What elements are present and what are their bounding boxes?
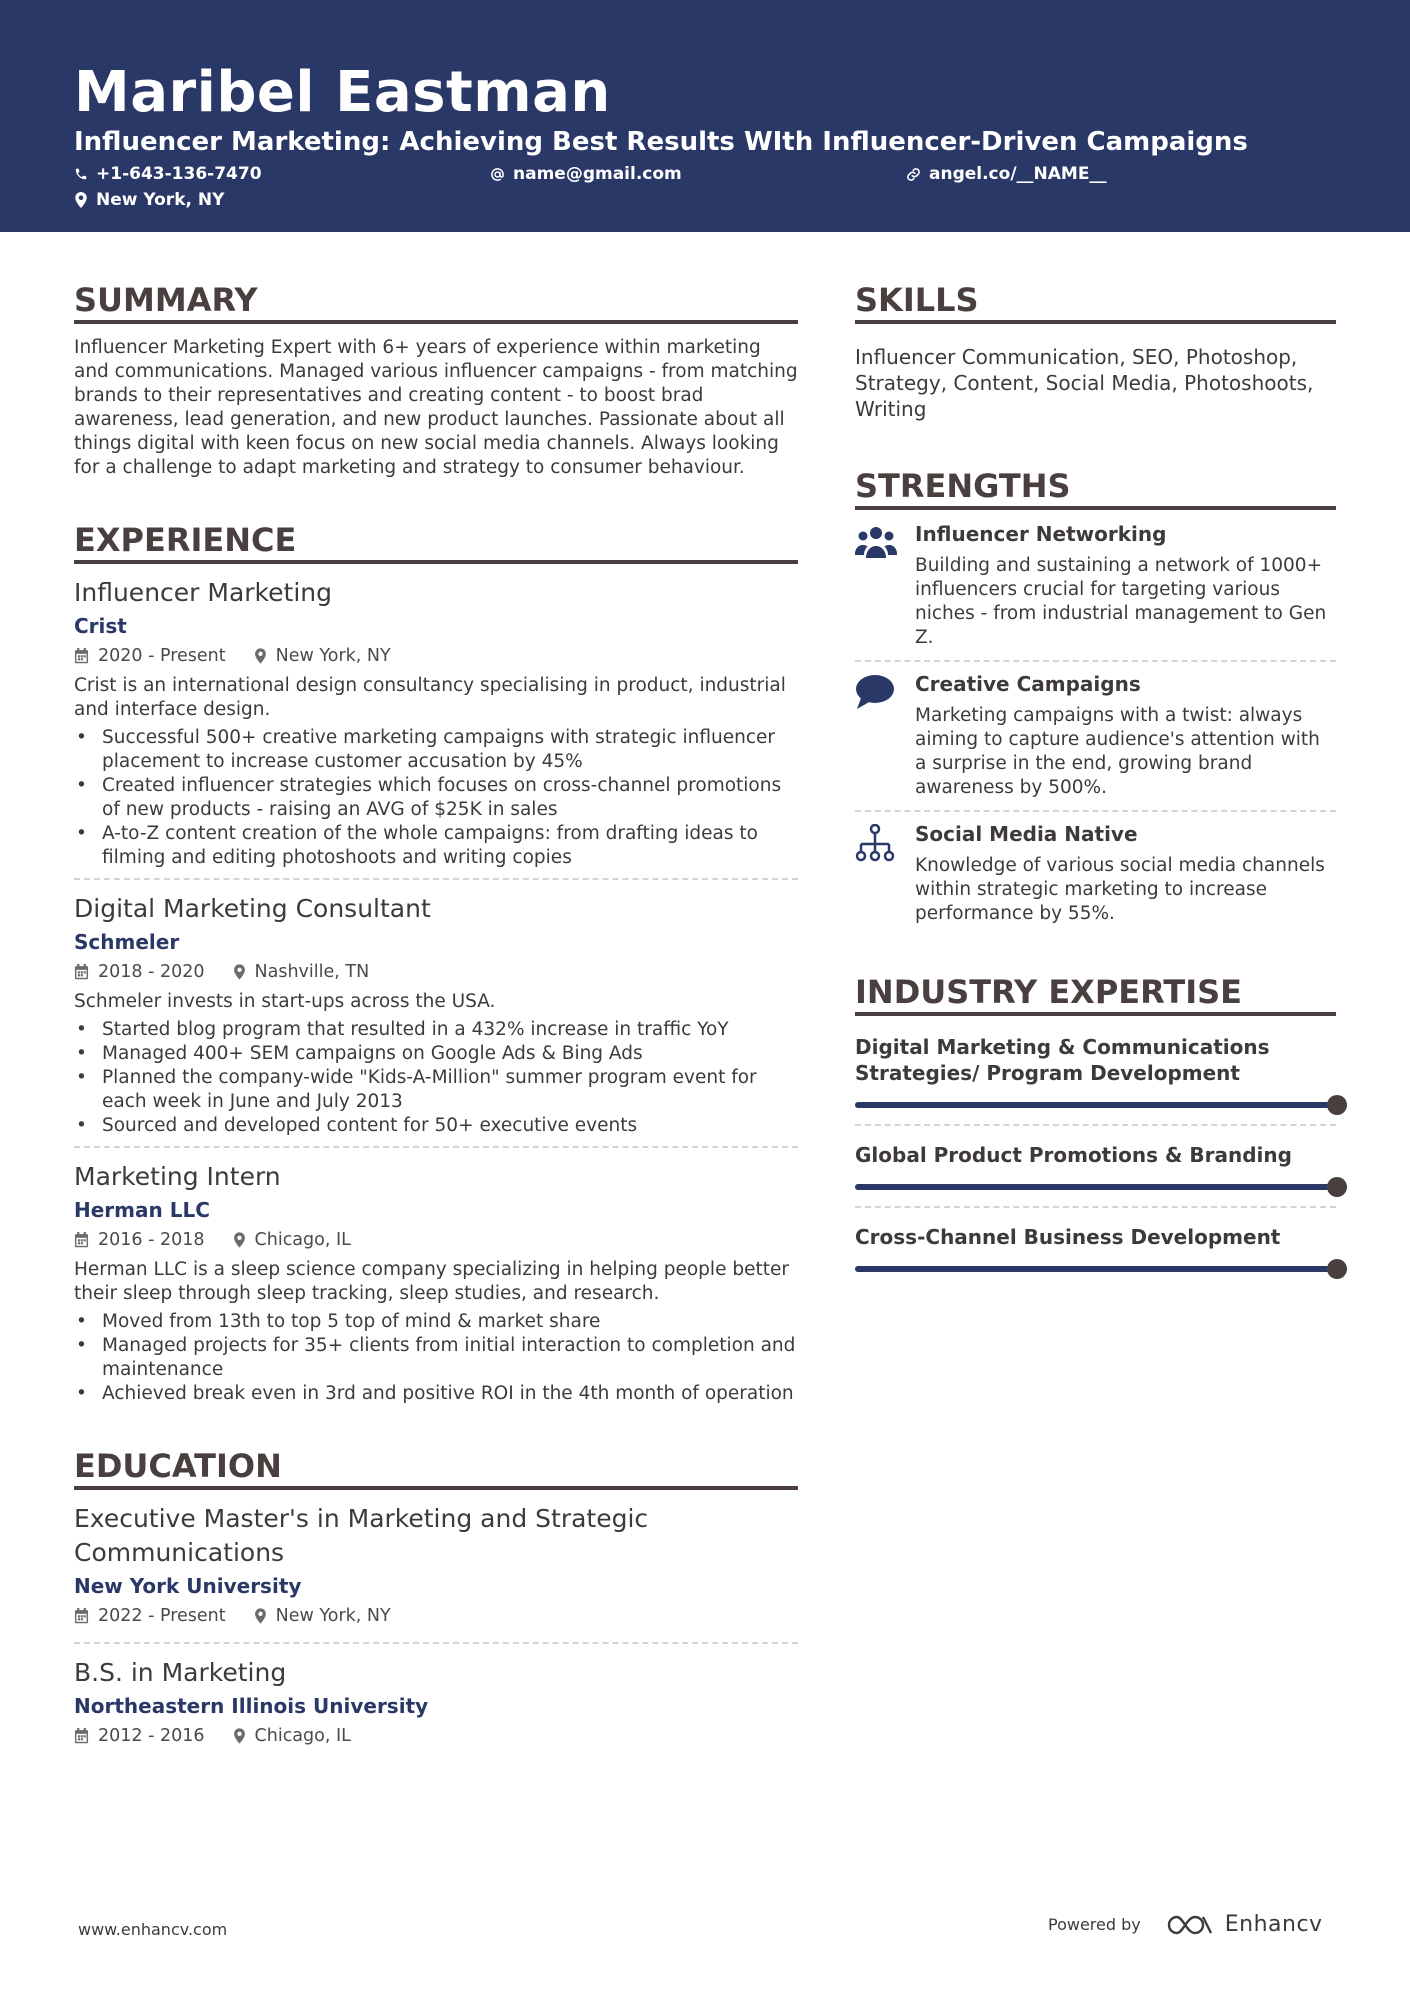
degree-name: Executive Master's in Marketing and Strategic Communications [74, 1504, 649, 1567]
job-meta [74, 960, 798, 984]
achievement-item: • Managed 400+ SEM campaigns on Google Ads & Bing Ads [74, 1042, 798, 1066]
expertise-bar-knob [1327, 1259, 1347, 1279]
summary-text: Influencer Marketing Expert with 6+ years of experience within marketing and communications. Managed various influencer campaigns - from matching brands to their representatives and creating content - to boost brad awareness, lead generation, and new product launches. Passionate about all things digital with keen focus on new social media channels. Always looking for a challenge to adapt marketing and strategy to consumer behaviour. [74, 337, 798, 478]
expertise-level-bar [855, 1100, 1337, 1110]
strength-icon-wrap [855, 520, 915, 650]
strength-content [915, 670, 1336, 800]
company-name: Schmeler [74, 930, 180, 954]
achievement-list [74, 1018, 798, 1138]
at-icon [490, 167, 505, 182]
location-pin-icon [254, 648, 267, 664]
achievement-item: • A-to-Z content creation of the whole campaigns: from drafting ideas to filming and editing photoshoots and writing copies [74, 822, 798, 870]
school-name: Northeastern Illinois University [74, 1694, 429, 1718]
right-column [855, 280, 1336, 1300]
achievement-item: • Successful 500+ creative marketing campaigns with strategic influencer placement to increase customer accusation by 45% [74, 726, 798, 774]
calendar-icon [74, 1232, 89, 1248]
job-location-text: New York, NY [275, 646, 391, 666]
job-location-text: Chicago, IL [254, 1230, 351, 1250]
job-dates-text: 2016 - 2018 [98, 1230, 205, 1250]
calendar-icon [74, 648, 89, 664]
education-item [74, 1502, 798, 1644]
location-pin-icon [233, 1728, 246, 1744]
location-pin-icon [74, 192, 88, 208]
strength-description: Building and sustaining a network of 1000+ influencers crucial for targeting various niches - from industrial management to Gen Z. [915, 555, 1327, 648]
experience-item [74, 1160, 798, 1414]
expertise-bar-knob [1327, 1177, 1347, 1197]
link-text: angel.co/__NAME__ [929, 164, 1107, 184]
calendar-icon [74, 964, 89, 980]
network-icon [855, 824, 895, 862]
job-role: Digital Marketing Consultant [74, 894, 431, 923]
achievement-item: • Created influencer strategies which focuses on cross-channel promotions of new products - raising an AVG of $25K in sales [74, 774, 798, 822]
phone-icon [74, 167, 88, 181]
job-dates [74, 1228, 205, 1252]
experience-item [74, 892, 798, 1148]
contact-link[interactable] [906, 162, 1106, 186]
resume-header [0, 0, 1410, 232]
education-section [74, 1446, 798, 1762]
skills-title: SKILLS [855, 280, 1336, 324]
job-dates-text: 2018 - 2020 [98, 962, 205, 982]
job-role: Marketing Intern [74, 1162, 281, 1191]
expertise-title: Digital Marketing & Communications Strategies/ Program Development [855, 1035, 1270, 1085]
company-name: Crist [74, 614, 127, 638]
expertise-title: Global Product Promotions & Branding [855, 1143, 1292, 1167]
job-location [233, 1228, 351, 1252]
achievement-item: • Moved from 13th to top 5 top of mind & market share [74, 1310, 798, 1334]
education-dates-text: 2012 - 2016 [98, 1726, 205, 1746]
job-role: Influencer Marketing [74, 578, 332, 607]
users-icon [855, 524, 897, 562]
strength-content [915, 520, 1336, 650]
strength-item [855, 662, 1336, 812]
location-pin-icon [254, 1608, 267, 1624]
expertise-bar-fill [855, 1266, 1337, 1272]
job-location-text: Nashville, TN [254, 962, 370, 982]
brand-name: Enhancv [1224, 1912, 1323, 1937]
expertise-title: Cross-Channel Business Development [855, 1225, 1281, 1249]
expertise-item [855, 1030, 1336, 1126]
job-meta [74, 1228, 798, 1252]
industry-expertise-title: INDUSTRY EXPERTISE [855, 972, 1336, 1016]
contact-email[interactable] [490, 162, 682, 186]
skills-text: Influencer Communication, SEO, Photoshop, Strategy, Content, Social Media, Photoshoots, Writing [855, 345, 1314, 421]
chat-bubble-icon [855, 674, 895, 710]
strength-icon-wrap [855, 820, 915, 926]
industry-expertise-section [855, 972, 1336, 1288]
skills-section [855, 280, 1336, 422]
education-location [233, 1724, 351, 1748]
email-text: name@gmail.com [513, 164, 682, 184]
education-item [74, 1656, 798, 1762]
experience-title: EXPERIENCE [74, 520, 798, 564]
education-dates-text: 2022 - Present [98, 1606, 226, 1626]
location-pin-icon [233, 1232, 246, 1248]
enhancv-logo-icon [1167, 1913, 1215, 1937]
strength-description: Knowledge of various social media channels within strategic marketing to increase performance by 55%. [915, 855, 1325, 924]
education-title: EDUCATION [74, 1446, 798, 1490]
location-pin-icon [233, 964, 246, 980]
job-meta [74, 644, 798, 668]
contact-location [74, 188, 224, 212]
education-meta [74, 1724, 798, 1748]
candidate-name: Maribel Eastman [74, 60, 611, 125]
job-dates-text: 2020 - Present [98, 646, 226, 666]
expertise-bar-knob [1327, 1095, 1347, 1115]
company-description: Schmeler invests in start-ups across the USA. [74, 991, 496, 1012]
achievement-list [74, 726, 798, 870]
strength-item [855, 512, 1336, 662]
job-location [233, 960, 370, 984]
strength-description: Marketing campaigns with a twist: always aiming to capture audience's attention with a surprise in the end, growing brand awareness by 500%. [915, 705, 1320, 798]
footer-website[interactable]: www.enhancv.com [78, 1920, 228, 1939]
achievement-item: • Managed projects for 35+ clients from initial interaction to completion and maintenance [74, 1334, 798, 1382]
achievement-item: • Achieved break even in 3rd and positive ROI in the 4th month of operation [74, 1382, 798, 1406]
job-location [254, 644, 391, 668]
phone-text: +1-643-136-7470 [96, 164, 262, 184]
strengths-section [855, 466, 1336, 936]
job-dates [74, 644, 226, 668]
education-location-text: New York, NY [275, 1606, 391, 1626]
company-description: Crist is an international design consultancy specialising in product, industrial and interface design. [74, 675, 786, 720]
left-column [74, 280, 798, 1774]
education-location [254, 1604, 391, 1628]
job-dates [74, 960, 205, 984]
expertise-bar-fill [855, 1102, 1337, 1108]
achievement-item: • Planned the company-wide "Kids-A-Million" summer program event for each week in June and July 2013 [74, 1066, 798, 1114]
location-text: New York, NY [96, 190, 225, 210]
experience-item [74, 576, 798, 880]
achievement-list [74, 1310, 798, 1406]
powered-by-text: Powered by [1048, 1915, 1141, 1934]
footer-branding [1048, 1912, 1323, 1937]
achievement-item: • Started blog program that resulted in a 432% increase in traffic YoY [74, 1018, 798, 1042]
strengths-title: STRENGTHS [855, 466, 1336, 510]
strength-content [915, 820, 1336, 926]
company-description: Herman LLC is a sleep science company specializing in helping people better their sleep through sleep tracking, sleep studies, and research. [74, 1259, 789, 1304]
strength-title: Creative Campaigns [915, 672, 1141, 696]
summary-title: SUMMARY [74, 280, 798, 324]
strength-item [855, 812, 1336, 936]
contact-phone[interactable] [74, 162, 262, 186]
school-name: New York University [74, 1574, 302, 1598]
strength-icon-wrap [855, 670, 915, 800]
link-icon [906, 167, 921, 182]
expertise-level-bar [855, 1182, 1337, 1192]
strength-title: Social Media Native [915, 822, 1138, 846]
expertise-level-bar [855, 1264, 1337, 1274]
calendar-icon [74, 1728, 89, 1744]
expertise-item [855, 1220, 1336, 1288]
strength-title: Influencer Networking [915, 522, 1167, 546]
education-meta [74, 1604, 798, 1628]
calendar-icon [74, 1608, 89, 1624]
summary-section [74, 280, 798, 480]
expertise-bar-fill [855, 1184, 1337, 1190]
candidate-headline: Influencer Marketing: Achieving Best Results WIth Influencer-Driven Campaigns [74, 127, 1248, 157]
degree-name: B.S. in Marketing [74, 1658, 287, 1687]
company-name: Herman LLC [74, 1198, 210, 1222]
education-location-text: Chicago, IL [254, 1726, 351, 1746]
experience-section [74, 520, 798, 1414]
education-dates [74, 1724, 205, 1748]
education-dates [74, 1604, 226, 1628]
expertise-item [855, 1138, 1336, 1208]
achievement-item: • Sourced and developed content for 50+ executive events [74, 1114, 798, 1138]
